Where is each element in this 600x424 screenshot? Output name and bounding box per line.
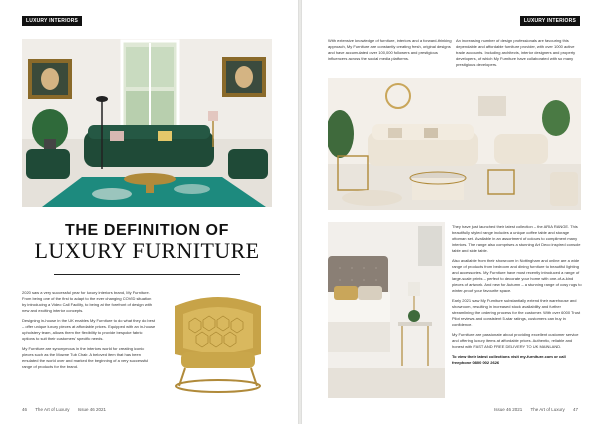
left-page (0, 0, 298, 424)
paragraph: 2020 saw a very successful year for luxury interiors brand, My Furniture. From being one of the first to adapt to the ever changing COVID situation by introducing a Video Call Facility, to being at the forefront of design with new and exciting interior concepts. (22, 290, 152, 313)
paragraph: Designing in-house in the UK enables My Furniture to do what they do best – offer unique luxury pieces at affordable prices. Equipped with an in-house upholstery team, allows them the flexibility to provide bespoke fabric options to suit their customers' specific needs. (22, 318, 156, 341)
bedroom-illustration (328, 222, 445, 398)
paragraph: Also available from their showroom in Nottingham and online are a wide range of products from bedroom and dining furniture to beautiful lighting and accessories. My Furniture have most recently introduced a range of large-scale prints – perfect to decorate your home with one-of-a-kind pieces of artwork. And new for Autumn – a stunning range of cosy rugs to winter-proof your favourite space. (452, 258, 582, 293)
headline-line-1: THE DEFINITION OF (65, 222, 229, 239)
paragraph: An increasing number of design professionals are favouring this dependable and affordable furniture provider, with over 1000 active trade accounts. Including architects, interior designers and property developers, of which My Furniture have collaborated with so many prestigious developers. (456, 38, 576, 67)
right-body-text (452, 224, 582, 370)
headline-line-2: LUXURY FURNITURE (34, 238, 260, 263)
cream-lounge-photo (328, 78, 581, 210)
headline (22, 222, 272, 264)
paragraph: Early 2021 saw My Furniture substantially extend their warehouse and showroom, resulting in increased stock availability and further streamlining the ordering process for the customer. With over 6000 Trust Pilot reviews and consistent 5-star ratings, customers can buy in confidence. (452, 298, 581, 327)
call-to-action: To view their latest collections visit my-furniture.com or call freephone 0800 002 2626 (452, 354, 566, 365)
footer-left (22, 407, 113, 412)
issue-label: Issue 46 2021 (77, 407, 107, 412)
section-tag-left: LUXURY INTERIORS (22, 16, 82, 26)
gold-tub-chair-photo (165, 288, 271, 398)
page-number: 46 (22, 407, 28, 412)
right-intro-text-a (328, 38, 453, 66)
paragraph: With extensive knowledge of furniture, interiors and a forward-thinking approach, My Furniture are constantly creating fresh, original designs and have accumulated over 100,000 followers and prestigious influencers across the social media platforms. (328, 38, 452, 61)
paragraph: My Furniture are synonymous in the interiors world for creating iconic pieces such as the Mowne Tub Chair. A beloved item that has been emulated the world over and marked the beginning of a very successful range of products for the brand. (22, 346, 149, 369)
living-room-illustration (22, 39, 272, 207)
living-room-photo (22, 39, 272, 207)
page-number: 47 (573, 407, 579, 412)
left-body-text (22, 290, 156, 374)
lounge-illustration (328, 78, 581, 210)
gold-tub-chair-illustration (165, 288, 271, 398)
magazine-name: The Art of Luxury (35, 407, 70, 412)
bedroom-photo (328, 222, 445, 398)
section-tag-right: LUXURY INTERIORS (520, 16, 580, 26)
magazine-name: The Art of Luxury (530, 407, 565, 412)
issue-label: Issue 46 2021 (494, 407, 523, 412)
right-intro-text-b (456, 38, 582, 72)
paragraph: My Furniture are passionate about providing excellent customer service and offering luxury items at affordable prices. Authentic, reliable and honest with FAST AND FREE DELIVERY TO UK MAINLAND. (452, 332, 579, 349)
paragraph: They have just launched their latest collection – the ARIA RANGE. This beautifully styled range includes a unique coffee table and storage ottoman set. Available in an assortment of colours to compliment many interiors. The range also comprises a stunning Art Deco inspired console table and side table. (452, 224, 581, 253)
footer-right (494, 407, 585, 412)
headline-rule (54, 274, 240, 275)
